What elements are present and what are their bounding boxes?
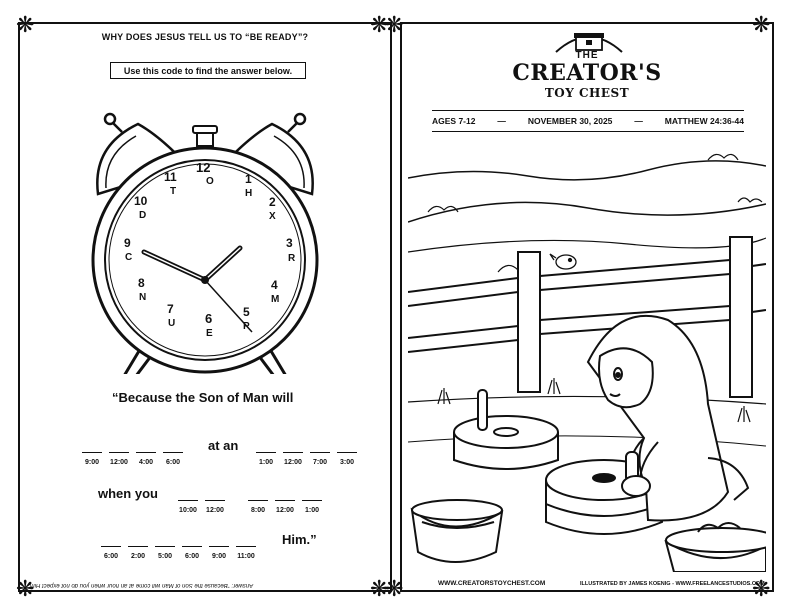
corner-leaf-icon: ❋	[385, 576, 404, 601]
time-clue: 6:00	[103, 553, 118, 560]
basket-left	[412, 500, 502, 562]
answer-blank[interactable]	[337, 452, 357, 453]
clock-letter-9: C	[125, 252, 133, 263]
corner-leaf-icon: ❋	[370, 576, 389, 601]
time-clue: 6:00	[184, 553, 199, 560]
answer-blank[interactable]	[205, 500, 225, 501]
answer-blank[interactable]	[101, 546, 121, 547]
time-clue: 3:00	[339, 459, 354, 466]
clock-number-9: 9	[124, 236, 131, 250]
ages-label: AGES 7-12	[432, 116, 476, 126]
clock-number-1: 1	[245, 172, 252, 186]
clock-number-11: 11	[164, 170, 177, 184]
clock-number-6: 6	[205, 311, 213, 326]
clock-letter-12: O	[206, 176, 214, 187]
clock-letter-8: N	[139, 292, 147, 303]
clock-number-5: 5	[243, 305, 250, 319]
logo-toy-chest: TOY CHEST	[544, 86, 630, 100]
corner-leaf-icon: ❋	[16, 576, 35, 601]
time-clue: 9:00	[84, 459, 99, 466]
woman-grinding-grain-illustration	[408, 142, 766, 572]
time-clue: 5:00	[157, 553, 172, 560]
time-clue: 1:00	[258, 459, 273, 466]
clock-number-3: 3	[286, 236, 293, 250]
clock-number-12: 12	[196, 160, 211, 175]
time-clue: 1:00	[304, 507, 319, 514]
clock-letter-10: D	[139, 210, 147, 221]
clock-letter-11: T	[170, 186, 177, 197]
time-clue: 6:00	[165, 459, 180, 466]
clock-letter-5: P	[243, 321, 250, 332]
logo-creators: CREATOR'S	[512, 60, 662, 86]
time-clue: 7:00	[312, 459, 327, 466]
clock-letter-3: R	[288, 253, 296, 264]
answer-blank[interactable]	[256, 452, 276, 453]
corner-leaf-icon: ❋	[370, 12, 389, 37]
answer-blank[interactable]	[109, 452, 129, 453]
scripture-label: MATTHEW 24:36-44	[664, 116, 744, 126]
date-label: NOVEMBER 30, 2025	[527, 116, 613, 126]
answer-blank[interactable]	[302, 500, 322, 501]
answer-blank[interactable]	[275, 500, 295, 501]
info-bar	[432, 110, 744, 132]
divider-dash: —	[497, 116, 506, 126]
corner-leaf-icon: ❋	[752, 576, 771, 601]
time-clue: 2:00	[130, 553, 145, 560]
clock-number-8: 8	[138, 276, 145, 290]
fence-post	[518, 252, 540, 392]
upside-down-answer: Answer: “Because the Son of Man will come at an hour when you do not expect Him.”	[26, 582, 254, 588]
answer-blank[interactable]	[209, 546, 229, 547]
code-instruction: Use this code to find the answer below.	[110, 62, 306, 79]
verse-when-you: when you	[98, 486, 158, 501]
logo-the: THE	[575, 50, 599, 61]
answer-blank[interactable]	[283, 452, 303, 453]
answer-blank[interactable]	[310, 452, 330, 453]
illustrator-credit: ILLUSTRATED BY JAMES KOENIG - WWW.FREELANCESTUDIOS.COM	[580, 581, 765, 587]
clock-number-7: 7	[167, 302, 174, 316]
website-link[interactable]: WWW.CREATORSTOYCHEST.COM	[438, 580, 546, 587]
time-clue: 12:00	[276, 507, 294, 514]
right-page	[400, 22, 774, 592]
corner-leaf-icon: ❋	[16, 12, 35, 37]
corner-leaf-icon: ❋	[752, 12, 771, 37]
time-clue: 9:00	[211, 553, 226, 560]
clock-letter-7: U	[168, 318, 176, 329]
question-title: WHY DOES JESUS TELL US TO “BE READY”?	[101, 32, 309, 42]
clock-number-4: 4	[271, 278, 278, 292]
answer-blank[interactable]	[248, 500, 268, 501]
answer-blank[interactable]	[236, 546, 256, 547]
time-clue: 10:00	[179, 507, 197, 514]
fence-post	[730, 237, 752, 397]
clock-number-2: 2	[269, 195, 276, 209]
answer-blank[interactable]	[136, 452, 156, 453]
verse-him: Him.”	[282, 532, 317, 547]
answer-blank[interactable]	[128, 546, 148, 547]
left-page	[18, 22, 392, 592]
verse-at-an: at an	[208, 438, 239, 453]
clock-code-dial	[20, 24, 390, 590]
answer-blank[interactable]	[182, 546, 202, 547]
clock-letter-4: M	[271, 294, 280, 305]
answer-blank[interactable]	[163, 452, 183, 453]
time-clue: 4:00	[138, 459, 153, 466]
clock-number-10: 10	[134, 194, 148, 208]
clock-letter-6: E	[206, 328, 213, 339]
clock-letter-2: X	[269, 211, 276, 222]
time-clue: 12:00	[284, 459, 302, 466]
corner-leaf-icon: ❋	[385, 12, 404, 37]
answer-blank[interactable]	[178, 500, 198, 501]
verse-line-1: “Because the Son of Man will	[112, 390, 294, 405]
clock-letter-1: H	[245, 188, 253, 199]
time-clue: 12:00	[110, 459, 128, 466]
time-clue: 11:00	[237, 553, 255, 560]
time-clue: 8:00	[250, 507, 265, 514]
divider-dash: —	[634, 116, 643, 126]
time-clue: 12:00	[206, 507, 224, 514]
answer-blank[interactable]	[155, 546, 175, 547]
answer-blank[interactable]	[82, 452, 102, 453]
